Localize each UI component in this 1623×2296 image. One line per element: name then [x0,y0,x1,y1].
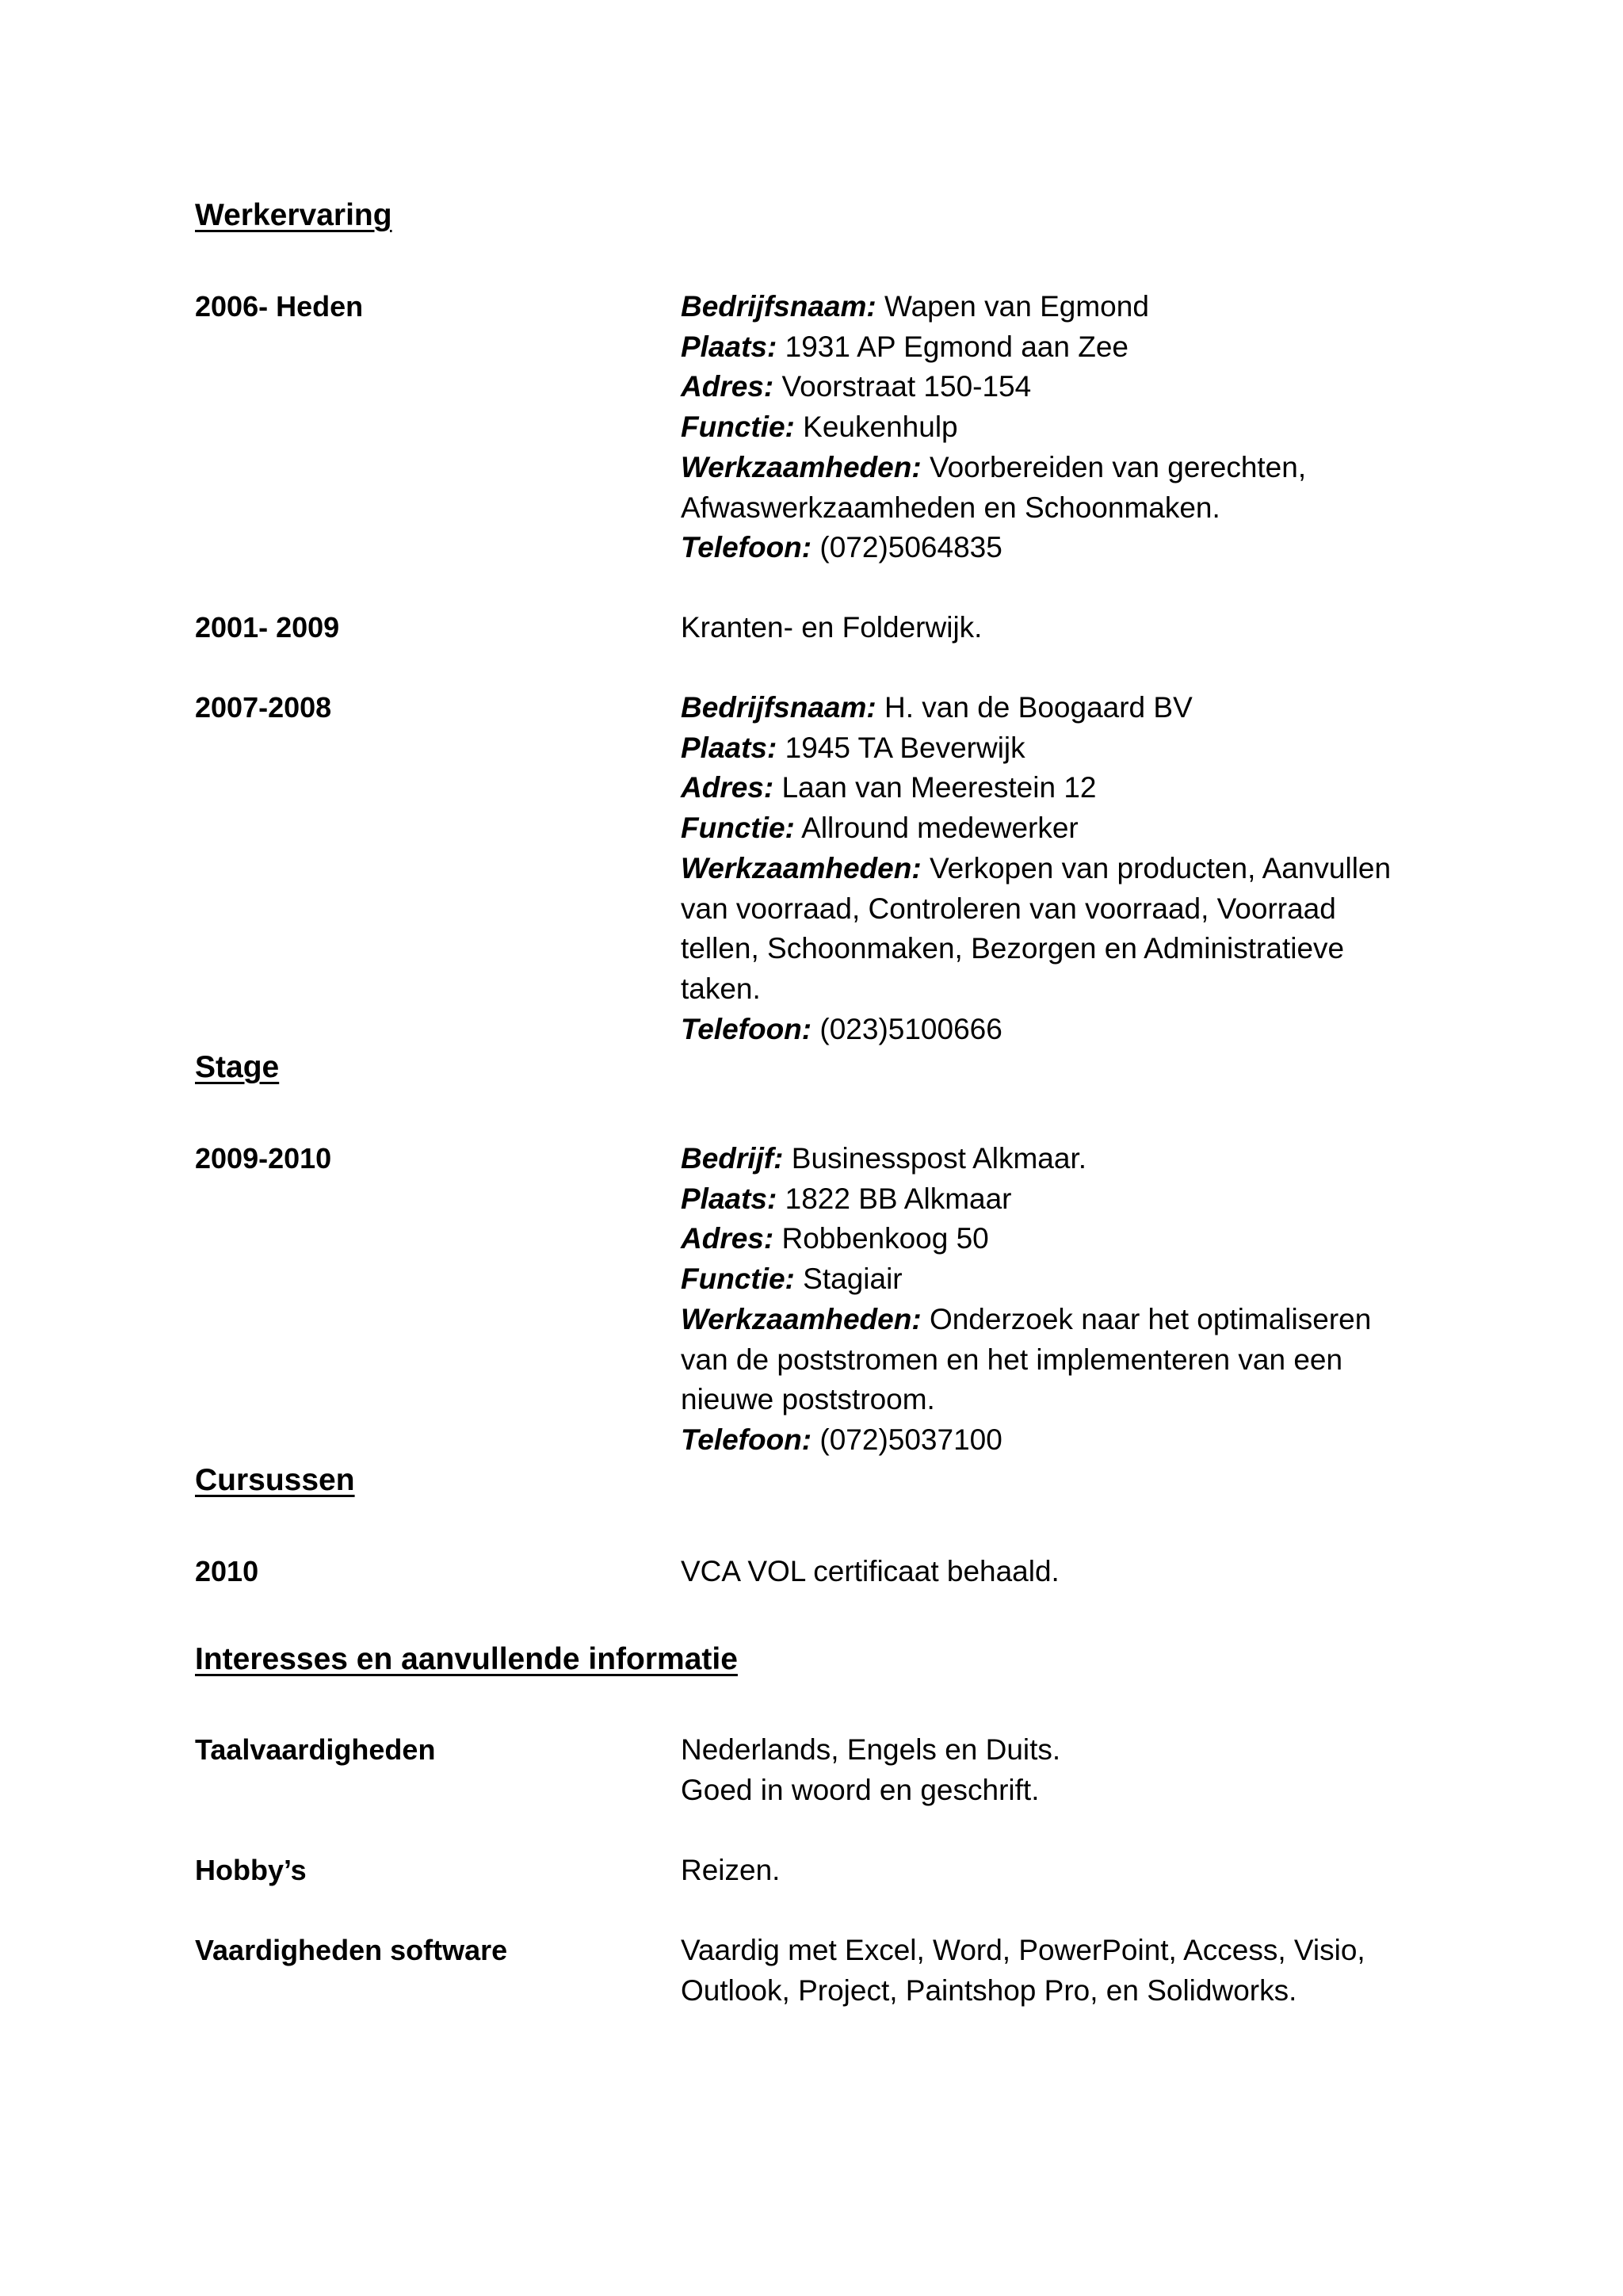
field-label: Plaats: [681,1182,777,1215]
field-value: Voorstraat 150-154 [781,370,1032,403]
field-value: Robbenkoog 50 [781,1222,989,1255]
field-value: Businesspost Alkmaar. [791,1142,1087,1175]
field-label: Bedrijfsnaam: [681,691,876,724]
field-value: (023)5100666 [819,1012,1002,1045]
detail-line: Afwaswerkzaamheden en Schoonmaken. [681,491,1220,524]
detail-line [681,528,1457,568]
detail-line: taken. [681,972,761,1005]
field-label: Adres: [681,370,774,403]
detail-line: nieuwe poststroom. [681,1383,935,1416]
field-label: Telefoon: [681,1423,812,1456]
detail-line: Reizen. [681,1854,781,1886]
detail-line [681,768,1457,808]
work-period-3: 2007-2008 [195,691,332,724]
detail-line: van voorraad, Controleren van voorraad, Voorraad [681,892,1336,925]
section-heading-cursussen: Cursussen [195,1463,355,1497]
field-value: (072)5037100 [819,1423,1002,1456]
section-heading-interesses: Interesses en aanvullende informatie [195,1642,738,1676]
detail-line [681,728,1457,769]
cursus-period: 2010 [195,1555,259,1587]
field-label: Bedrijfsnaam: [681,290,876,323]
detail-line: VCA VOL certificaat behaald. [681,1555,1060,1587]
field-label: Adres: [681,1222,774,1255]
detail-line: Goed in woord en geschrift. [681,1773,1040,1806]
detail-line: Kranten- en Folderwijk. [681,611,983,644]
field-label: Functie: [681,411,795,444]
field-label: Telefoon: [681,1012,812,1045]
taal-label: Taalvaardigheden [195,1733,436,1766]
detail-line [681,407,1457,448]
detail-line [681,1300,1457,1340]
work-period-2: 2001- 2009 [195,611,340,644]
hobby-details [681,1851,1457,1891]
section-heading-werkervaring: Werkervaring [195,198,392,232]
field-label: Telefoon: [681,531,812,564]
stage-details [681,1139,1457,1461]
field-value: H. van de Boogaard BV [884,691,1193,724]
field-label: Bedrijf: [681,1142,784,1175]
detail-line: tellen, Schoonmaken, Bezorgen en Administratieve [681,932,1345,965]
detail-line [681,327,1457,368]
field-value: Onderzoek naar het optimaliseren [929,1302,1372,1335]
field-label: Werkzaamheden: [681,851,922,884]
field-value: (072)5064835 [819,531,1002,564]
field-value: Keukenhulp [803,411,958,444]
detail-line [681,1420,1457,1461]
detail-line [681,688,1457,728]
stage-period: 2009-2010 [195,1142,332,1175]
field-value: Stagiair [803,1263,903,1296]
section-heading-stage: Stage [195,1050,280,1084]
detail-line: Vaardig met Excel, Word, PowerPoint, Access, Visio, [681,1934,1365,1966]
detail-line: van de poststromen en het implementeren van een [681,1343,1343,1376]
field-value: Verkopen van producten, Aanvullen [929,851,1392,884]
software-details [681,1931,1457,2011]
work-period-1: 2006- Heden [195,290,364,323]
field-value: 1945 TA Beverwijk [785,731,1025,764]
field-value: Laan van Meerestein 12 [781,771,1097,804]
software-label: Vaardigheden software [195,1934,508,1966]
cursus-details [681,1552,1457,1592]
field-label: Werkzaamheden: [681,1302,922,1335]
field-label: Functie: [681,812,795,845]
field-label: Adres: [681,771,774,804]
detail-line [681,1179,1457,1220]
detail-line [681,448,1457,488]
field-label: Functie: [681,1263,795,1296]
taal-details [681,1730,1457,1810]
field-label: Werkzaamheden: [681,450,922,483]
field-value: Wapen van Egmond [884,290,1149,323]
field-label: Plaats: [681,731,777,764]
detail-line [681,287,1457,327]
work-details-1 [681,287,1457,568]
detail-line [681,1219,1457,1259]
field-label: Plaats: [681,330,777,363]
work-details-3 [681,688,1457,1049]
detail-line [681,849,1457,889]
detail-line [681,1139,1457,1179]
field-value: Voorbereiden van gerechten, [929,450,1307,483]
hobby-label: Hobby’s [195,1854,307,1886]
field-value: Allround medewerker [801,812,1079,845]
detail-line [681,1010,1457,1050]
field-value: 1822 BB Alkmaar [785,1182,1012,1215]
detail-line: Outlook, Project, Paintshop Pro, en Solidworks. [681,1973,1297,2007]
field-value: 1931 AP Egmond aan Zee [785,330,1129,363]
detail-line [681,808,1457,849]
detail-line [681,1259,1457,1300]
work-details-2 [681,608,1457,648]
detail-line: Nederlands, Engels en Duits. [681,1733,1061,1766]
detail-line [681,367,1457,407]
